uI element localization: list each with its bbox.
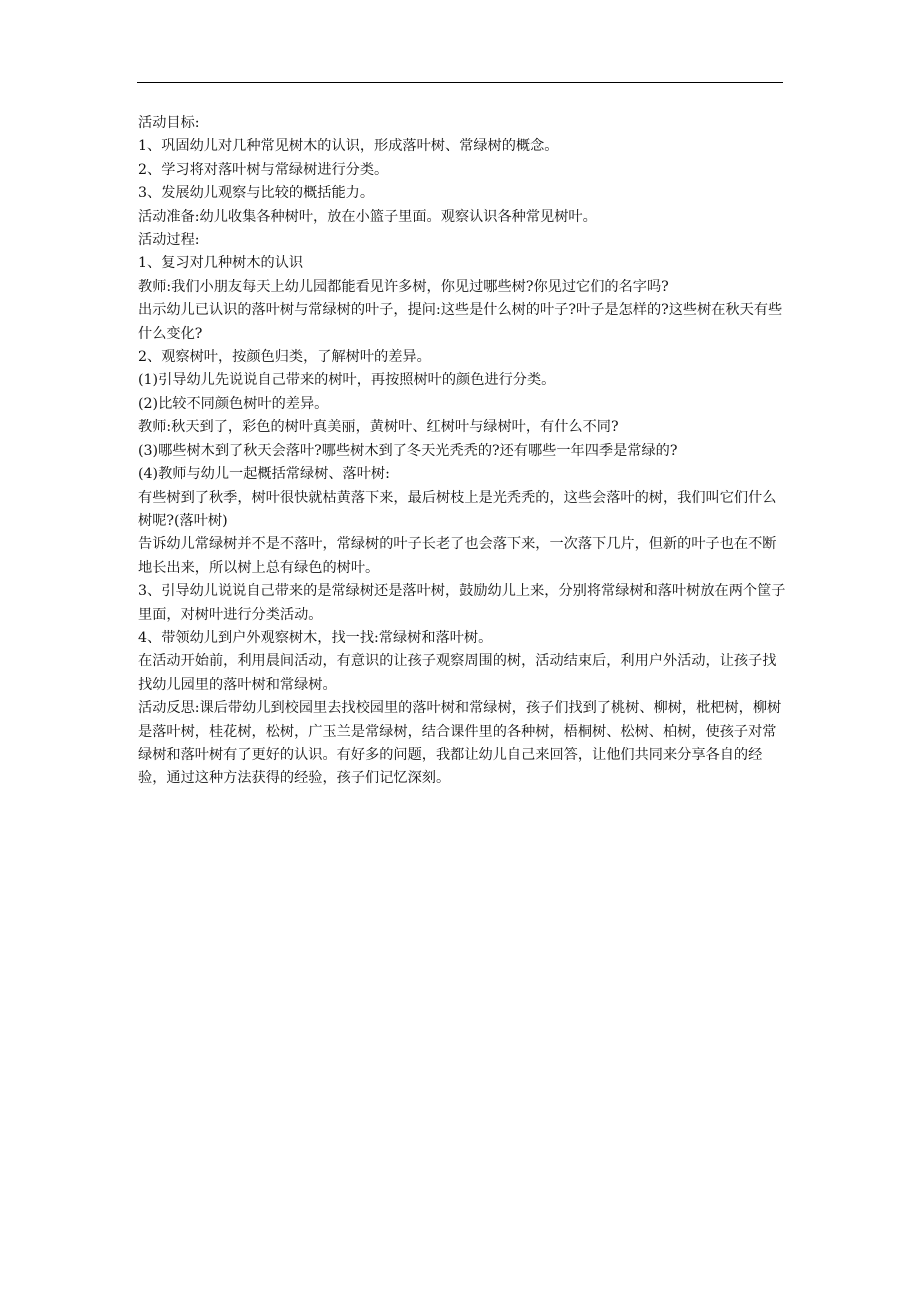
- process-step-1: 1、复习对几种树木的认识: [138, 255, 304, 272]
- process-step-2: 2、观察树叶，按颜色归类，了解树叶的差异。: [138, 349, 431, 366]
- process-step-4: 4、带领幼儿到户外观察树木，找一找:常绿树和落叶树。: [138, 629, 493, 646]
- goal-item-3: 3、发展幼儿观察与比较的概括能力。: [138, 185, 375, 202]
- document-body: [138, 112, 788, 791]
- goal-item-2: 2、学习将对落叶树与常绿树进行分类。: [138, 161, 389, 178]
- reflection-paragraph: 活动反思:课后带幼儿到校园里去找校园里的落叶树和常绿树，孩子们找到了桃树、柳树，枇杷树，柳树是落叶树，桂花树，松树，广玉兰是常绿树，结合课件里的各种树，梧桐树、松树、柏树，使孩子对常绿树和落叶树有了更好的认识。有好多的问题，我都让幼儿自己来回答，让他们共同来分享各自的经验，通过这种方法获得的经验，孩子们记忆深刻。: [138, 700, 782, 787]
- substep-1: (1)引导幼儿先说说自己带来的树叶，再按照树叶的颜色进行分类。: [138, 372, 556, 389]
- teacher-question-1: 教师:我们小朋友每天上幼儿园都能看见许多树，你见过哪些树?你见过它们的名字吗?: [138, 278, 669, 295]
- header-rule: [137, 82, 783, 83]
- heading-goals: 活动目标:: [138, 115, 200, 131]
- activity-before-paragraph: 在活动开始前，利用晨间活动，有意识的让孩子观察周围的树，活动结束后，利用户外活动，让孩子找找幼儿园里的落叶树和常绿树。: [138, 653, 777, 693]
- goal-item-1: 1、巩固幼儿对几种常见树木的认识，形成落叶树、常绿树的概念。: [138, 138, 559, 155]
- substep-4: (4)教师与幼儿一起概括常绿树、落叶树:: [138, 466, 390, 483]
- deciduous-paragraph: 有些树到了秋季，树叶很快就枯黄落下来，最后树枝上是光秃秃的，这些会落叶的树，我们叫它们什么树呢?(落叶树): [138, 489, 777, 529]
- teacher-question-2: 教师:秋天到了，彩色的树叶真美丽，黄树叶、红树叶与绿树叶，有什么不同?: [138, 419, 619, 436]
- preparation-paragraph: 活动准备:幼儿收集各种树叶，放在小篮子里面。观察认识各种常见树叶。: [138, 208, 597, 225]
- heading-process: 活动过程:: [138, 232, 200, 249]
- evergreen-paragraph: 告诉幼儿常绿树并不是不落叶，常绿树的叶子长老了也会落下来，一次落下几片，但新的叶子也在不断地长出来，所以树上总有绿色的树叶。: [138, 536, 777, 576]
- substep-2: (2)比较不同颜色树叶的差异。: [138, 395, 329, 412]
- substep-3: (3)哪些树木到了秋天会落叶?哪些树木到了冬天光秃秃的?还有哪些一年四季是常绿的?: [138, 442, 678, 459]
- process-step-3: 3、引导幼儿说说自己带来的是常绿树还是落叶树，鼓励幼儿上来，分别将常绿树和落叶树放在两个筐子里面，对树叶进行分类活动。: [138, 583, 786, 623]
- show-leaves-paragraph: 出示幼儿已认识的落叶树与常绿树的叶子，提问:这些是什么树的叶子?叶子是怎样的?这些树在秋天有些什么变化?: [138, 302, 783, 342]
